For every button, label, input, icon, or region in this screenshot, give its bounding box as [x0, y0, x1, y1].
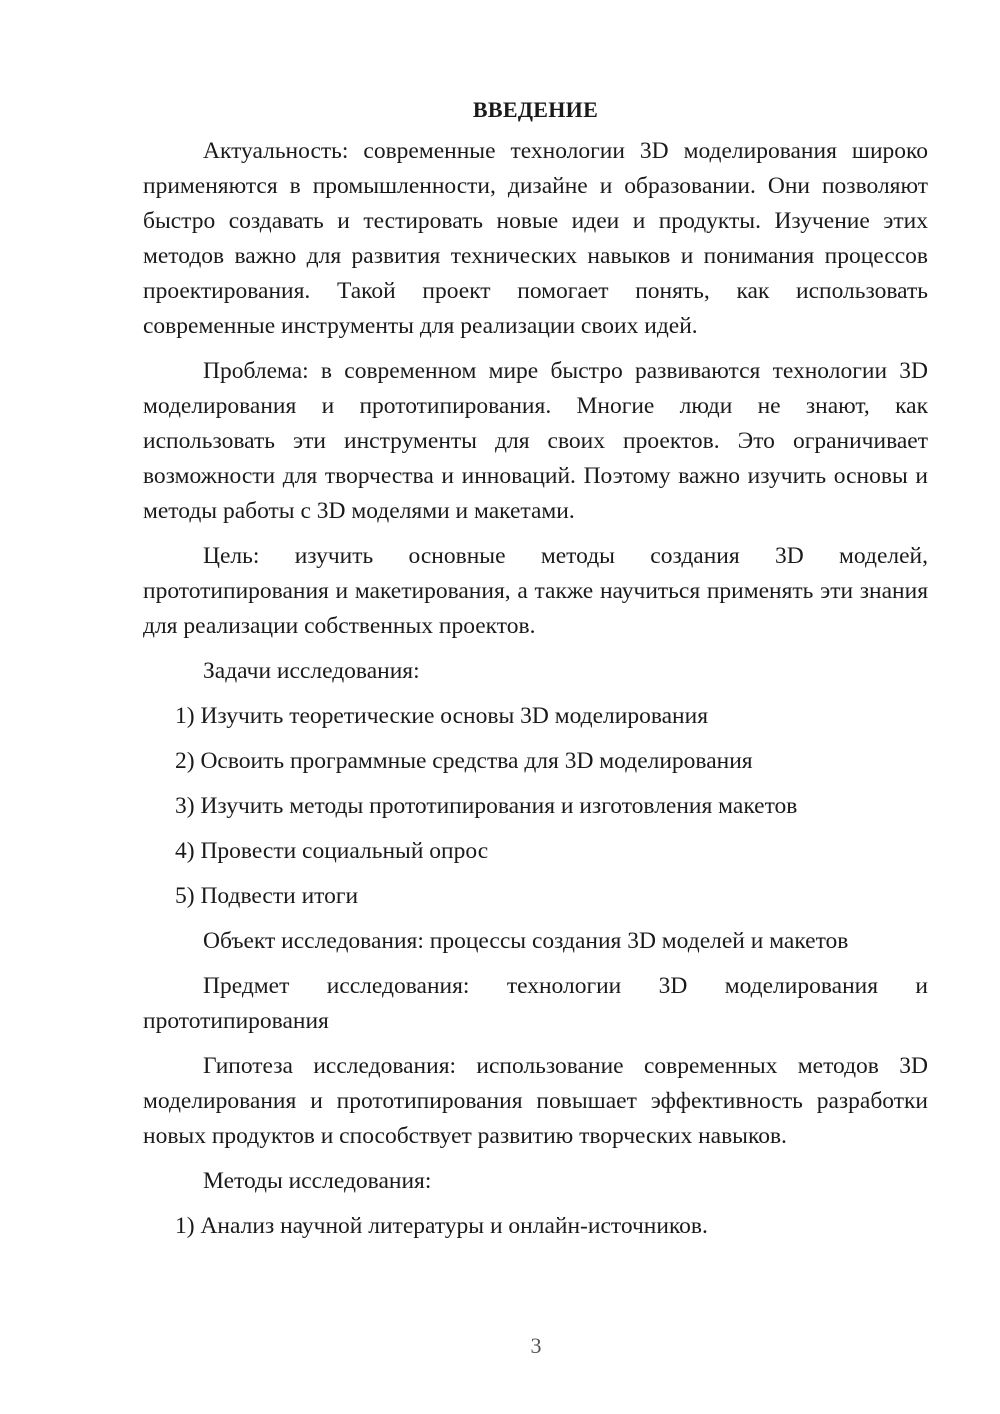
- task-item: 1) Изучить теоретические основы 3D моделирования: [175, 703, 709, 729]
- problem-paragraph: Проблема: в современном мире быстро развиваются технологии 3D моделирования и прототипирования. Многие люди не знают, как использовать эти инструменты для своих проектов. Это ограничивает возможности для творчества и инноваций. Поэтому важно изучить основы и методы работы с 3D моделями и макетами.: [143, 358, 928, 524]
- task-item: 3) Изучить методы прототипирования и изготовления макетов: [175, 793, 798, 819]
- relevance-paragraph: Актуальность: современные технологии 3D моделирования широко применяются в промышленности, дизайне и образовании. Они позволяют быстро создавать и тестировать новые идеи и продукты. Изучение этих методов важно для развития технических навыков и понимания процессов проектирования. Такой проект помогает понять, как использовать современные инструменты для реализации своих идей.: [143, 138, 928, 339]
- task-item: 4) Провести социальный опрос: [175, 838, 489, 864]
- tasks-heading: Задачи исследования:: [203, 658, 420, 684]
- page-title: ВВЕДЕНИЕ: [472, 97, 599, 122]
- tasks-list: [143, 699, 928, 914]
- method-item: 1) Анализ научной литературы и онлайн-источников.: [175, 1213, 708, 1239]
- goal-paragraph: Цель: изучить основные методы создания 3D моделей, прототипирования и макетирования, а также научиться применять эти знания для реализации собственных проектов.: [143, 543, 928, 639]
- page-number: 3: [530, 1333, 542, 1358]
- hypothesis-paragraph: Гипотеза исследования: использование современных методов 3D моделирования и прототипирования повышает эффективность разработки новых продуктов и способствует развитию творческих навыков.: [143, 1053, 928, 1149]
- methods-heading: Методы исследования:: [203, 1168, 432, 1194]
- methods-list: [143, 1209, 928, 1244]
- task-item: 5) Подвести итоги: [175, 883, 359, 909]
- object-paragraph: Объект исследования: процессы создания 3D моделей и макетов: [203, 928, 849, 954]
- task-item: 2) Освоить программные средства для 3D моделирования: [175, 748, 753, 774]
- page-content: [143, 92, 928, 1254]
- subject-paragraph: Предмет исследования: технологии 3D моделирования и прототипирования: [143, 973, 928, 1034]
